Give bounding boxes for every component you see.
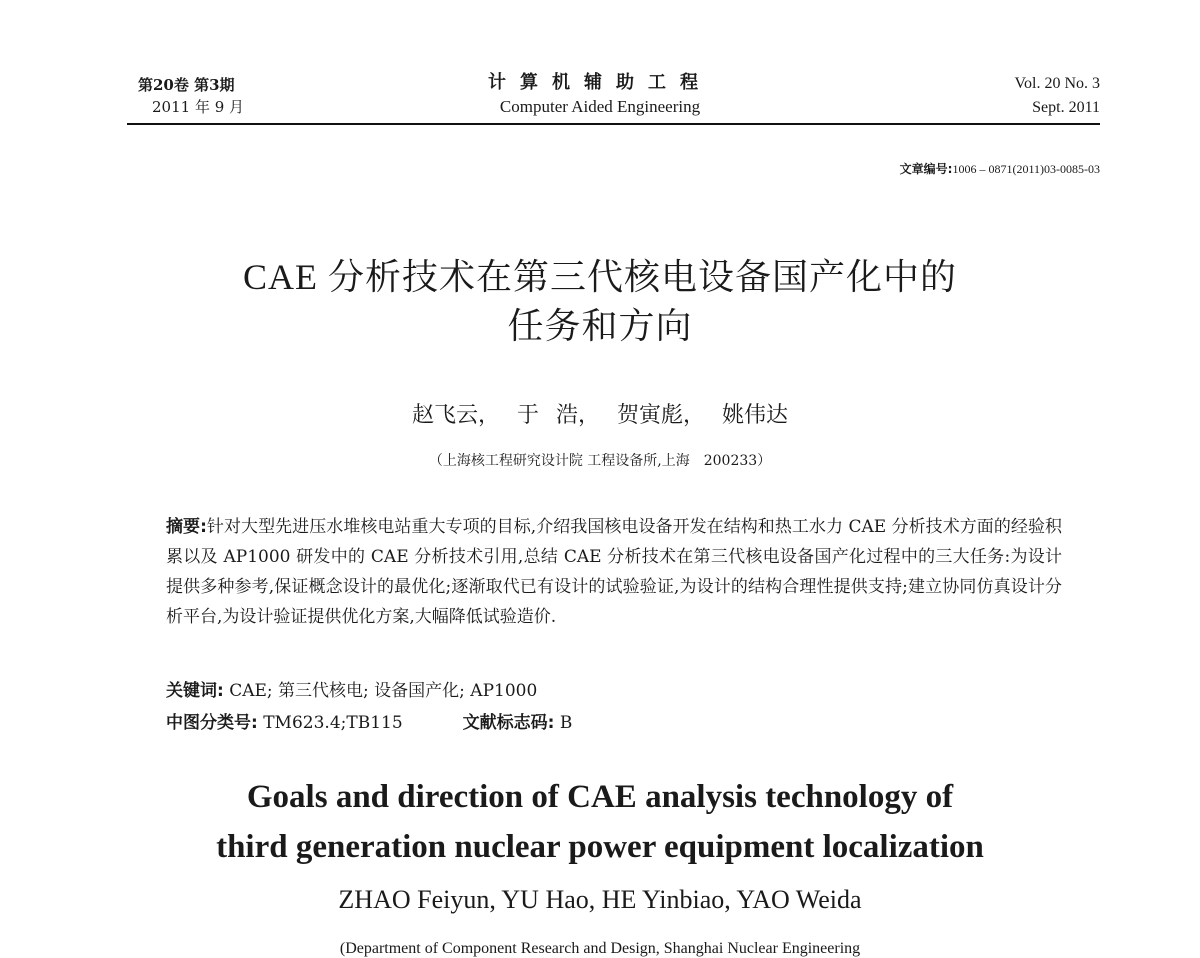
classification [166, 710, 572, 736]
affiliation-en: (Department of Component Research and Design, Shanghai Nuclear Engineering [339, 940, 861, 957]
authors-cn: 赵飞云， 于 浩， 贺寅彪， 姚伟达 [412, 403, 788, 428]
affiliation-cn: （上海核工程研究设计院 工程设备所,上海 200233） [428, 453, 772, 469]
document-code-value: B [559, 713, 573, 733]
keywords-label: 关键词: [166, 681, 224, 701]
article-number [900, 160, 1100, 177]
date-cn: 2011 年 9 月 [152, 98, 245, 116]
abstract-label: 摘要: [166, 517, 207, 537]
article-number-label: 文章编号: [899, 162, 953, 176]
title-en-line2: third generation nuclear power equipment localization [216, 829, 984, 865]
journal-volume-header-en [1015, 72, 1101, 120]
title-cn-line1: CAE 分析技术在第三代核电设备国产化中的 [242, 257, 957, 297]
keywords-text: CAE; 第三代核电; 设备国产化; AP1000 [229, 681, 538, 701]
header-rule [127, 123, 1100, 125]
keywords [166, 678, 537, 704]
authors-en: ZHAO Feiyun, YU Hao, HE Yinbiao, YAO Weida [338, 885, 862, 914]
title-en [0, 772, 1200, 872]
volume-issue-en: Vol. 20 No. 3 [1014, 75, 1100, 92]
article-number-value: 1006 – 0871(2011)03-0085-03 [952, 162, 1100, 176]
volume-issue-cn: 第20卷 第3期 [138, 76, 235, 94]
classification-value: TM623.4;TB115 [263, 713, 403, 733]
classification-label: 中图分类号: [166, 713, 258, 733]
abstract-text: 针对大型先进压水堆核电站重大专项的目标,介绍我国核电设备开发在结构和热工水力 CAE 分析技术方面的经验积累以及 AP1000 研发中的 CAE 分析技术引用,总结 CAE 分析技术在第三代核电设备国产化过程中的三大任务:为设计提供多种参考,保证概念设计的最优化;逐渐取代已有设计的试验验证,为设计的结构合理性提供支持;建立协同仿真设计分析平台,为设计验证提供优化方案,大幅降低试验造价. [166, 517, 1062, 627]
document-code-label: 文献标志码: [462, 713, 555, 733]
journal-name-en: Computer Aided Engineering [499, 97, 701, 116]
abstract [166, 512, 1062, 632]
title-cn [0, 252, 1200, 352]
title-en-line1: Goals and direction of CAE analysis technology of [246, 779, 954, 815]
date-en: Sept. 2011 [1032, 99, 1100, 116]
journal-name-cn: 计算机辅助工程 [488, 72, 712, 93]
title-cn-line2: 任务和方向 [507, 306, 693, 347]
